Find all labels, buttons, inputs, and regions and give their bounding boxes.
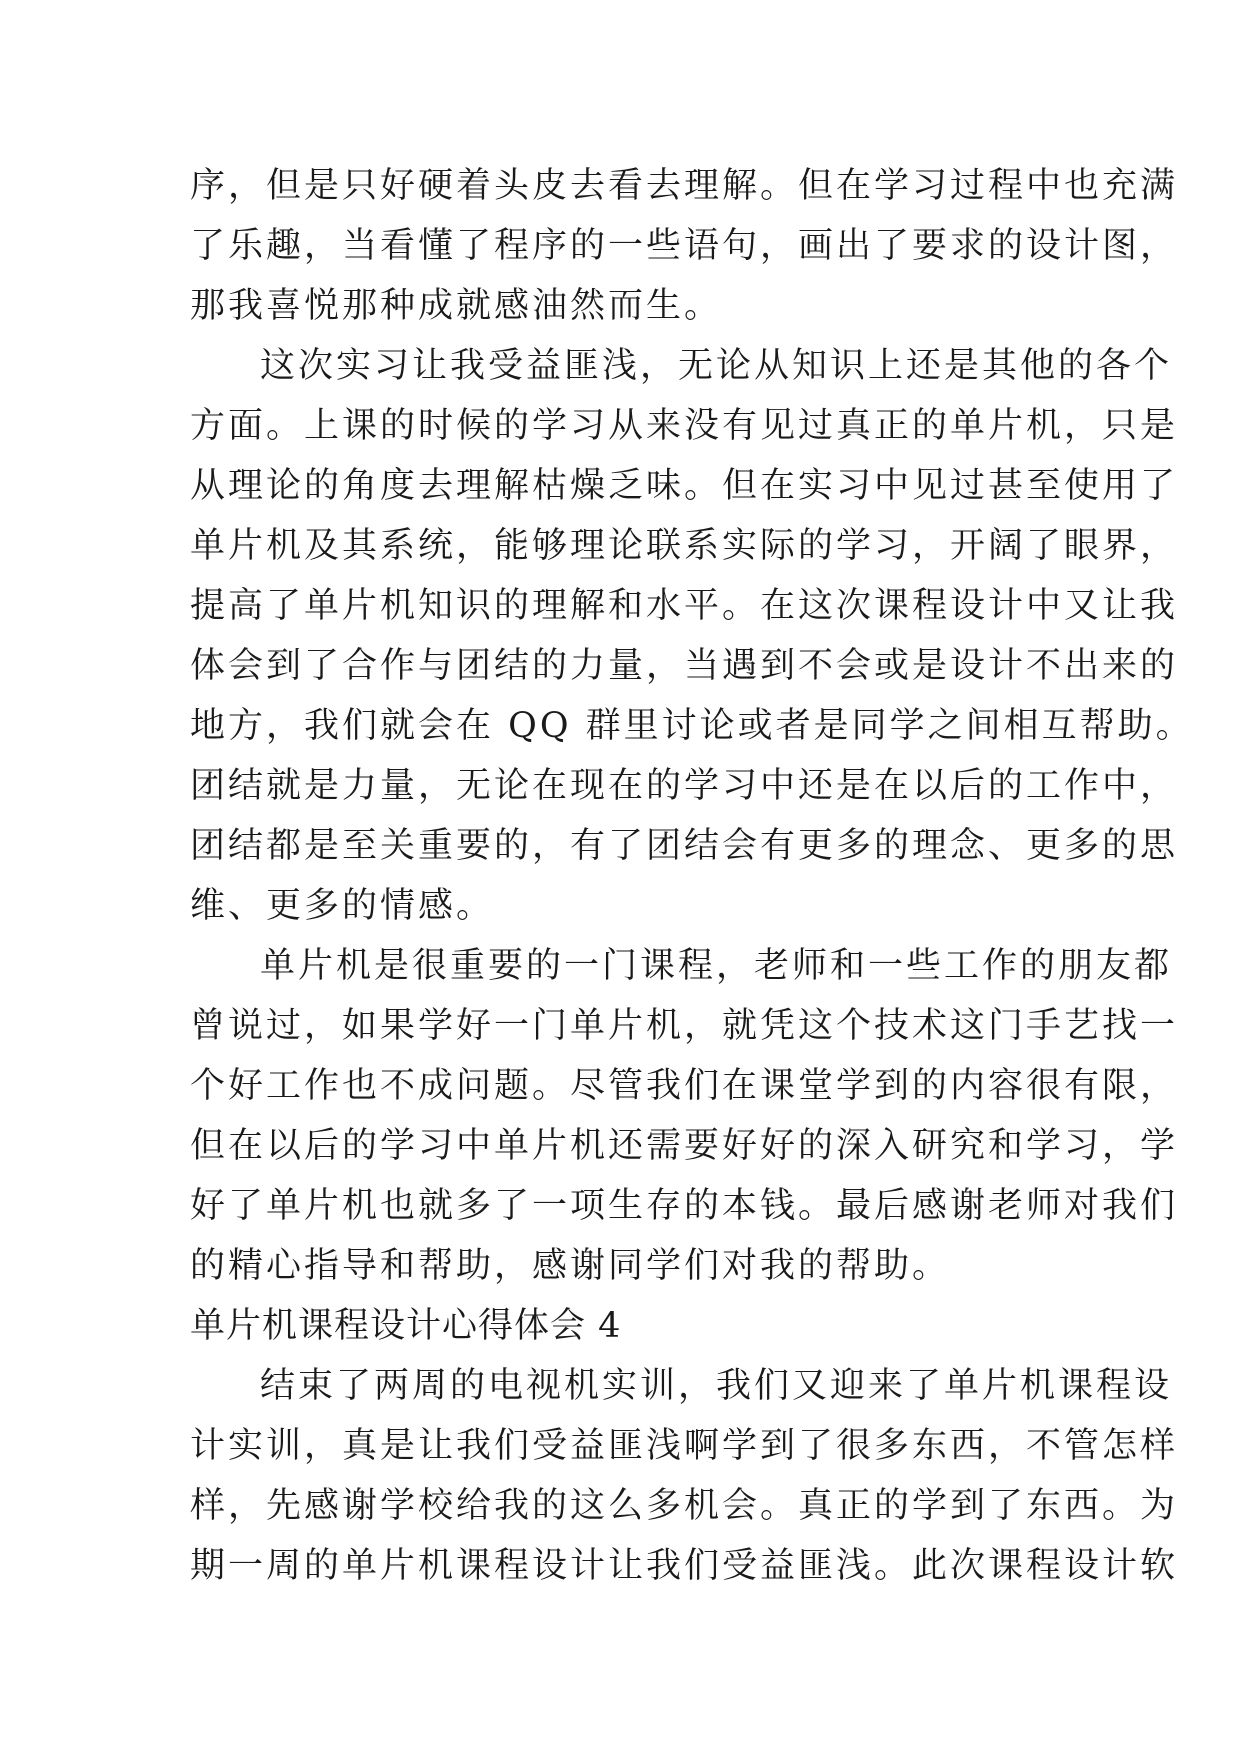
text-line: 的精心指导和帮助，感谢同学们对我的帮助。: [190, 1246, 951, 1286]
text-line: 方面。上课的时候的学习从来没有见过真正的单片机，只是: [190, 406, 1179, 446]
text-line: 那我喜悦那种成就感油然而生。: [190, 286, 723, 326]
text-line: 单片机及其系统，能够理论联系实际的学习，开阔了眼界，: [190, 526, 1179, 566]
text-line: 好了单片机也就多了一项生存的本钱。最后感谢老师对我们: [190, 1186, 1179, 1226]
text-line: 个好工作也不成问题。尽管我们在课堂学到的内容很有限，: [190, 1066, 1179, 1106]
text-line: 但在以后的学习中单片机还需要好好的深入研究和学习，学: [190, 1126, 1179, 1166]
document-body: [190, 156, 1194, 1596]
text-line: 团结都是至关重要的，有了团结会有更多的理念、更多的思: [190, 826, 1179, 866]
text-line: 了乐趣，当看懂了程序的一些语句，画出了要求的设计图，: [190, 226, 1179, 266]
text-line: 序，但是只好硬着头皮去看去理解。但在学习过程中也充满: [190, 166, 1179, 206]
text-line: 计实训，真是让我们受益匪浅啊学到了很多东西，不管怎样: [190, 1426, 1179, 1466]
text-line: 从理论的角度去理解枯燥乏味。但在实习中见过甚至使用了: [190, 466, 1179, 506]
paragraph-first-line: 单片机是很重要的一门课程，老师和一些工作的朋友都: [260, 946, 1173, 986]
section-heading: 单片机课程设计心得体会 4: [190, 1306, 622, 1346]
text-line: 期一周的单片机课程设计让我们受益匪浅。此次课程设计软: [190, 1546, 1179, 1586]
paragraph-first-line: 这次实习让我受益匪浅，无论从知识上还是其他的各个: [260, 346, 1173, 386]
paragraph-first-line: 结束了两周的电视机实训，我们又迎来了单片机课程设: [260, 1366, 1173, 1406]
text-line: 地方，我们就会在 QQ 群里讨论或者是同学之间相互帮助。: [190, 706, 1194, 746]
text-line: 样，先感谢学校给我的这么多机会。真正的学到了东西。为: [190, 1486, 1179, 1526]
text-line: 团结就是力量，无论在现在的学习中还是在以后的工作中，: [190, 766, 1179, 806]
text-line: 维、更多的情感。: [190, 886, 495, 926]
text-line: 曾说过，如果学好一门单片机，就凭这个技术这门手艺找一: [190, 1006, 1179, 1046]
text-line: 提高了单片机知识的理解和水平。在这次课程设计中又让我: [190, 586, 1179, 626]
text-line: 体会到了合作与团结的力量，当遇到不会或是设计不出来的: [190, 646, 1179, 686]
